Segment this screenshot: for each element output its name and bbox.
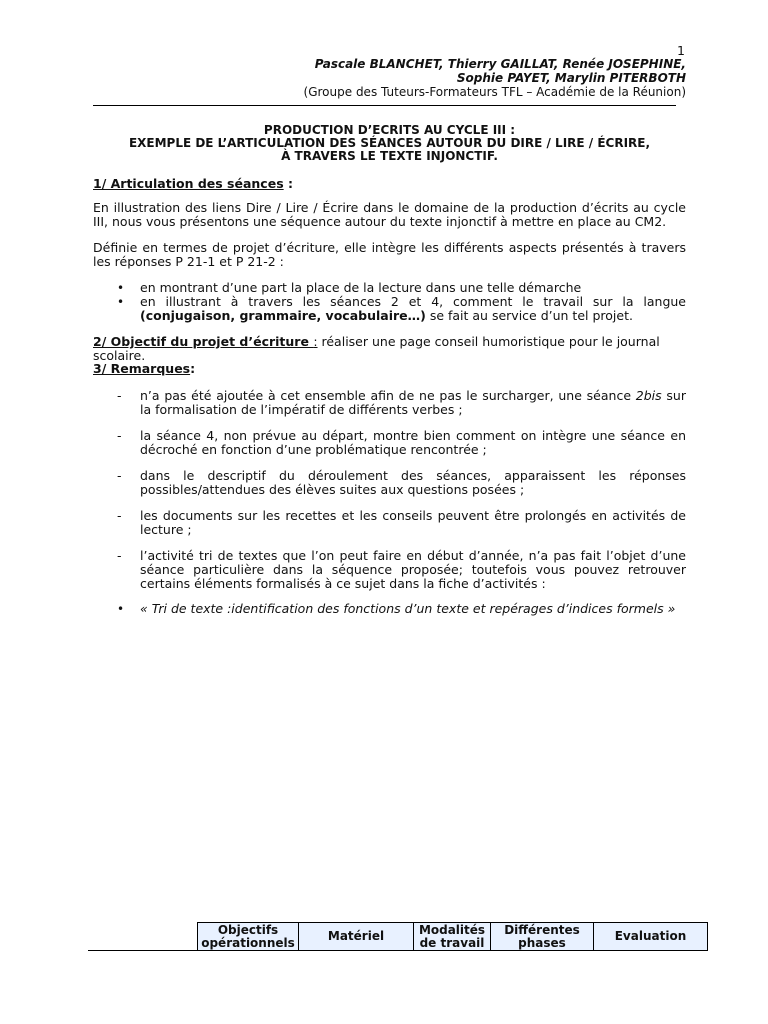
remark-dash-3: - (117, 468, 122, 483)
bullet-item-2: en illustrant à travers les séances 2 et 4, comment le travail sur la langue (conjugaison, grammaire, vocabulaire…) se fait au service d’un tel projet. (140, 294, 686, 323)
remark-dash-2: - (117, 428, 122, 443)
title-line-1: PRODUCTION D’ECRITS AU CYCLE III : (263, 123, 516, 137)
table-header-cell: Différentes phases (491, 923, 594, 951)
title-line-2: EXEMPLE DE L’ARTICULATION DES SÉANCES AUTOUR DU DIRE / LIRE / ÉCRIRE, (128, 136, 651, 150)
activities-table-header (197, 922, 708, 951)
remark-item-4: les documents sur les recettes et les conseils peuvent être prolongés en activités de lecture ; (140, 508, 686, 537)
remark-item-2: la séance 4, non prévue au départ, montre bien comment on intègre une séance en décroché en fonction d’une problématique rencontrée ; (140, 428, 686, 457)
quote-item: « Tri de texte :identification des fonctions d’un texte et repérages d’indices formels » (140, 601, 676, 616)
section-1-paragraph-1: En illustration des liens Dire / Lire / Écrire dans le domaine de la production d’écrits au cycle III, nous vous présentons une séquence autour du texte injonctif à mettre en place au CM2. (93, 200, 686, 229)
title-line-3: À TRAVERS LE TEXTE INJONCTIF. (281, 149, 498, 163)
bullet-item-1: en montrant d’une part la place de la lecture dans une telle démarche (140, 280, 582, 295)
remark-dash-1: - (117, 388, 122, 403)
remark-item-1: n’a pas été ajoutée à cet ensemble afin de ne pas le surcharger, une séance 2bis sur la formalisation de l’impératif de différents verbes ; (140, 388, 686, 417)
authors-line-2: Sophie PAYET, Marylin PITERBOTH (456, 71, 686, 85)
table-header-cell: Modalités de travail (414, 923, 491, 951)
remark-dash-5: - (117, 548, 122, 563)
bullet-marker-2: • (117, 295, 125, 309)
section-1-paragraph-2: Définie en termes de projet d’écriture, elle intègre les différents aspects présentés à travers les réponses P 21-1 et P 21-2 : (93, 240, 686, 269)
remark-item-3: dans le descriptif du déroulement des séances, apparaissent les réponses possibles/attendues des élèves suites aux questions posées ; (140, 468, 686, 497)
table-header-cell: Matériel (299, 923, 414, 951)
section-3-heading: 3/ Remarques: (93, 361, 196, 376)
remark-dash-4: - (117, 508, 122, 523)
footer-line (88, 950, 198, 951)
section-1-heading: 1/ Articulation des séances : (93, 176, 293, 191)
table-header-cell: Objectifs opérationnels (198, 923, 299, 951)
table-header-row (198, 923, 708, 951)
remark-item-5: l’activité tri de textes que l’on peut faire en début d’année, n’a pas fait l’objet d’une séance particulière dans la séquence proposée; toutefois vous pouvez retrouver certains éléments formalisés à ce sujet dans la fiche d’activités : (140, 548, 686, 591)
section-2-heading: 2/ Objectif du projet d’écriture (93, 334, 314, 349)
section-2-text: réaliser une page conseil humoristique pour le journal scolaire. (93, 334, 660, 363)
header-divider (93, 105, 676, 106)
page-number: 1 (677, 43, 685, 58)
table-header-cell: Evaluation (594, 923, 708, 951)
bullet-marker-1: • (117, 281, 125, 295)
quote-bullet-marker: • (117, 602, 125, 616)
authors-line-1: Pascale BLANCHET, Thierry GAILLAT, Renée JOSEPHINE, (314, 57, 686, 71)
section-2: 2/ Objectif du projet d’écriture : réaliser une page conseil humoristique pour le journal scolaire. (93, 334, 660, 363)
group-line: (Groupe des Tuteurs-Formateurs TFL – Académie de la Réunion) (303, 85, 686, 99)
